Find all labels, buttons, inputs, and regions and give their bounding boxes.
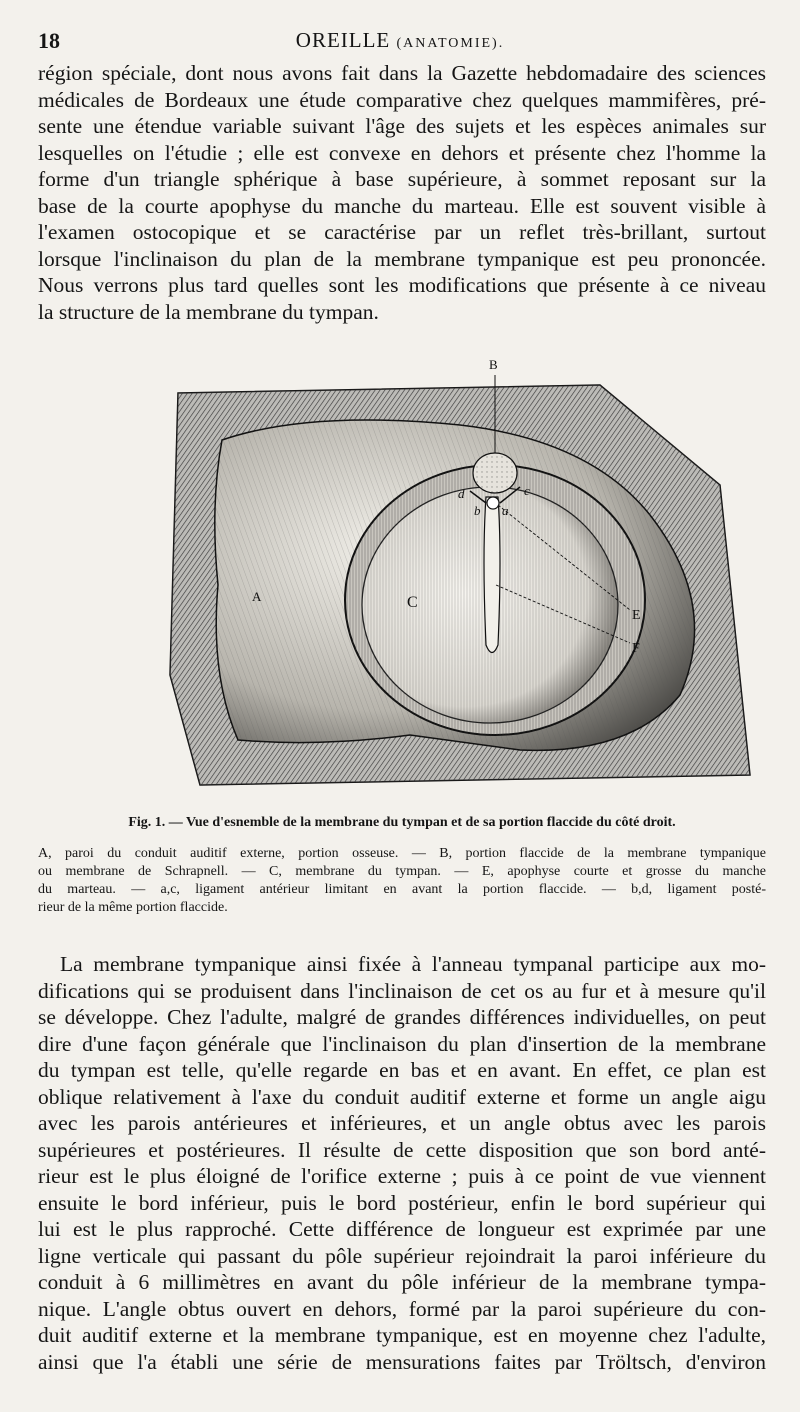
caption-line: A, paroi du conduit auditif externe, portion osseuse. — B, portion flaccide de la membrane tympanique bbox=[38, 846, 766, 861]
text-line: sente une étendue variable suivant l'âge des sujets et les espèces animales sur bbox=[38, 114, 766, 138]
caption-line: du marteau. — a,c, ligament antérieur limitant en avant la portion flaccide. — b,d, ligament posté- bbox=[38, 882, 766, 897]
text-line: lesquelles on l'étudie ; elle est convexe en dehors et présente chez l'homme la bbox=[38, 140, 766, 165]
malleus-handle bbox=[484, 497, 500, 653]
label-F: F bbox=[632, 641, 640, 656]
label-a: a bbox=[502, 503, 509, 518]
figure-caption-legend bbox=[38, 845, 766, 917]
caption-line: ou membrane de Schrapnell. — C, membrane du tympan. — E, apophyse courte et grosse du manche bbox=[38, 864, 766, 879]
running-subtitle: (ANATOMIE). bbox=[396, 36, 505, 51]
page-number: 18 bbox=[38, 28, 60, 53]
figure-caption-title: Fig. 1. — Vue d'esnemble de la membrane du tympan et de sa portion flaccide du côté droit. bbox=[128, 815, 676, 830]
text-line: ainsi que l'a établi une série de mensurations faites par Tröltsch, d'environ bbox=[38, 1349, 766, 1374]
text-line: conduit à 6 millimètres en avant du pôle inférieur de la membrane tympa- bbox=[38, 1270, 766, 1294]
intro-paragraph bbox=[38, 60, 766, 325]
text-line: avec les parois antérieures et inférieures, et un angle obtus avec les parois bbox=[38, 1111, 766, 1135]
text-line: rieur est le plus éloigné de l'orifice externe ; puis à ce point de vue viennent bbox=[38, 1164, 766, 1188]
text-line: nique. L'angle obtus ouvert en dehors, formé par la paroi supérieure du con- bbox=[38, 1296, 766, 1321]
body-paragraph bbox=[38, 951, 766, 1375]
text-line: du tympan est telle, qu'elle regarde en bas et en avant. En effet, ce plan est bbox=[38, 1058, 766, 1082]
text-line: médicales de Bordeaux une étude comparative chez quelques mammifères, pré- bbox=[38, 87, 766, 112]
text-line: dire d'une façon générale que l'inclinaison du plan d'insertion de la membrane bbox=[38, 1031, 766, 1056]
caption-line: rieur de la même portion flaccide. bbox=[38, 900, 228, 915]
text-line: l'examen ostocopique et se caractérise par un reflet très-brillant, surtout bbox=[38, 220, 766, 244]
label-c: c bbox=[524, 483, 530, 498]
text-line: base de la courte apophyse du manche du marteau. Elle est souvent visible à bbox=[38, 193, 766, 218]
label-C: C bbox=[407, 594, 418, 611]
text-line: ligne verticale qui passant du pôle supérieur rejoindrait la paroi inférieure du bbox=[38, 1243, 766, 1268]
label-E: E bbox=[632, 608, 641, 623]
label-B: B bbox=[489, 357, 498, 372]
text-line: oblique relativement à l'axe du conduit auditif externe et forme un angle aigu bbox=[38, 1084, 766, 1109]
text-line: forme d'un triangle sphérique à base supérieure, à sommet reposant sur la bbox=[38, 167, 766, 191]
text-line: duit auditif externe et la membrane tympanique, est en moyenne chez l'adulte, bbox=[38, 1323, 766, 1347]
text-line: lorsque l'inclinaison du plan de la membrane tympanique est peu prononcée. bbox=[38, 246, 766, 271]
text-line: lui est le plus rapproché. Cette différence de longueur est exprimée par une bbox=[38, 1217, 766, 1241]
text-line: La membrane tympanique ainsi fixée à l'anneau tympanal participe aux mo- bbox=[60, 952, 766, 976]
short-process bbox=[487, 497, 499, 509]
figure-illustration bbox=[160, 355, 760, 815]
text-line: ensuite le bord inférieur, puis le bord postérieur, enfin le bord supérieur qui bbox=[38, 1190, 766, 1215]
text-line: difications qui se produisent dans l'inclinaison de cet os au fur et à mesure qu'il bbox=[38, 978, 766, 1003]
text-line: supérieures et postérieures. Il résulte de cette disposition que son bord anté- bbox=[38, 1137, 766, 1162]
text-line: région spéciale, dont nous avons fait dans la Gazette hebdomadaire des sciences bbox=[38, 61, 766, 85]
figure-tympanic-membrane bbox=[160, 355, 760, 815]
label-b: b bbox=[474, 503, 481, 518]
label-A: A bbox=[252, 589, 262, 604]
running-head bbox=[38, 28, 762, 53]
text-line: la structure de la membrane du tympan. bbox=[38, 299, 379, 324]
label-d: d bbox=[458, 486, 465, 501]
text-line: se développe. Chez l'adulte, malgré de grandes différences individuelles, on peut bbox=[38, 1005, 766, 1029]
page-header bbox=[38, 28, 762, 58]
running-title: OREILLE bbox=[295, 28, 391, 52]
text-line: Nous verrons plus tard quelles sont les modifications que présente à ce niveau bbox=[38, 273, 766, 297]
